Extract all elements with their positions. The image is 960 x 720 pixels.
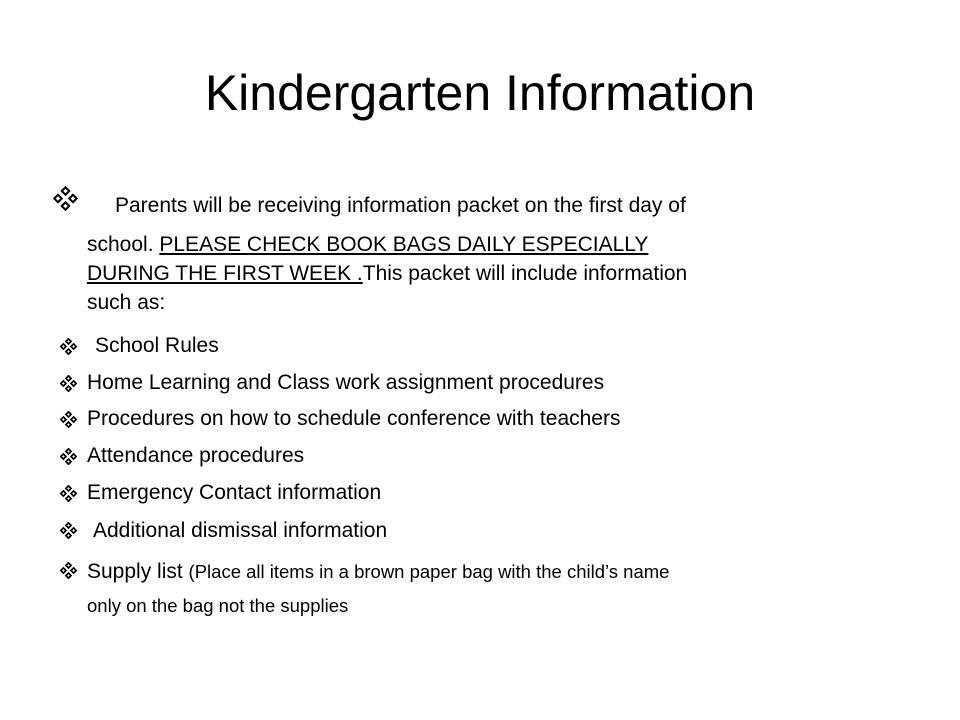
list-item: Attendance procedures (87, 444, 305, 467)
supply-list-note: (Place all items in a brown paper bag with the child’s name (188, 561, 670, 582)
intro-line-4: such as: (87, 291, 166, 314)
list-item: Home Learning and Class work assignment procedures (87, 371, 605, 394)
intro-emphasis-1: PLEASE CHECK BOOK BAGS DAILY ESPECIALLY (159, 233, 649, 256)
four-diamond-bullet-icon (53, 186, 78, 211)
list-item: Emergency Contact information (87, 481, 382, 504)
list-item: School Rules (95, 334, 219, 357)
four-diamond-bullet-icon (60, 411, 77, 428)
intro-line-2: school. PLEASE CHECK BOOK BAGS DAILY ESPECIALLY (87, 233, 649, 256)
list-item: Procedures on how to schedule conference with teachers (87, 407, 621, 430)
supply-list-line-1 (87, 559, 669, 585)
four-diamond-bullet-icon (60, 562, 77, 579)
list-item: Additional dismissal information (93, 519, 388, 542)
supply-list-label: Supply list (87, 560, 189, 583)
four-diamond-bullet-icon (60, 522, 77, 539)
four-diamond-bullet-icon (60, 485, 77, 502)
intro-line-1: Parents will be receiving information packet on the first day of (115, 194, 686, 217)
intro-line-3: DURING THE FIRST WEEK .This packet will include information (87, 262, 688, 285)
four-diamond-bullet-icon (60, 448, 77, 465)
intro-emphasis-2: DURING THE FIRST WEEK . (87, 262, 363, 285)
four-diamond-bullet-icon (60, 375, 77, 392)
slide-title: Kindergarten Information (204, 65, 756, 121)
supply-list-line-2: only on the bag not the supplies (87, 595, 349, 616)
four-diamond-bullet-icon (60, 338, 77, 355)
